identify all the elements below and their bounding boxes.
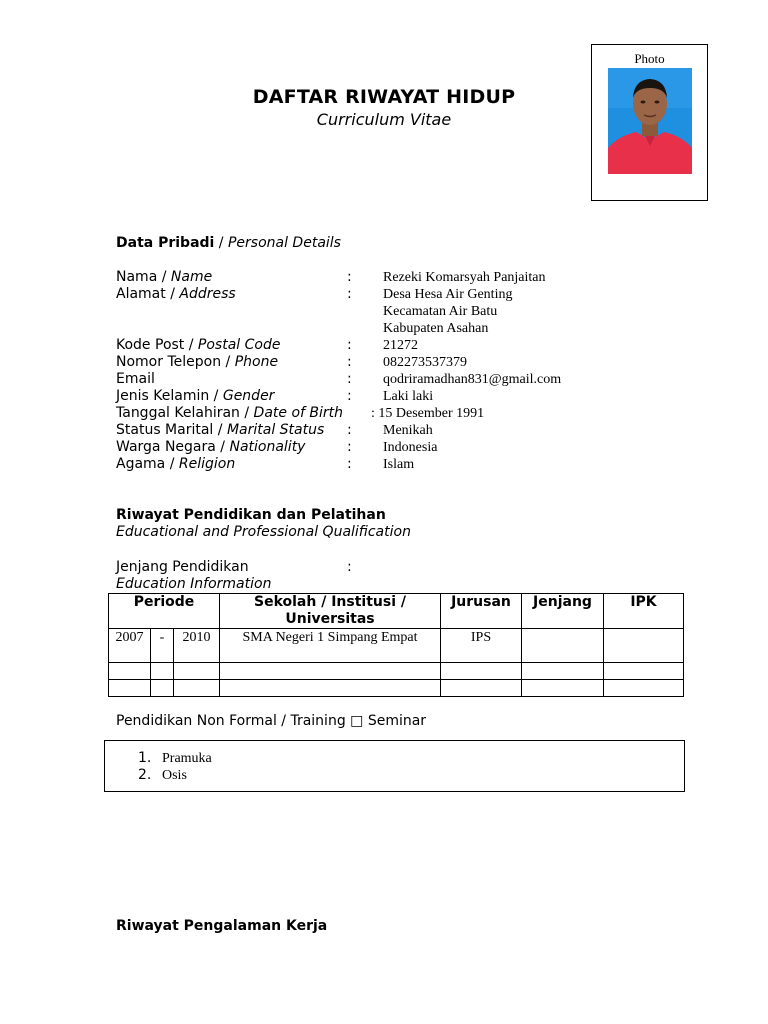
table-cell-major bbox=[441, 663, 522, 680]
detail-value: 21272 bbox=[383, 338, 418, 353]
col-header-jenjang: Jenjang bbox=[522, 594, 604, 629]
detail-value: Indonesia bbox=[383, 440, 438, 455]
detail-colon: : bbox=[347, 337, 352, 353]
detail-label-en: Nationality bbox=[229, 439, 306, 455]
table-cell-major: IPS bbox=[441, 629, 522, 663]
detail-label bbox=[116, 388, 274, 405]
detail-label-id: Warga Negara / bbox=[116, 439, 230, 455]
table-cell-to: 2010 bbox=[174, 629, 220, 663]
detail-label-id: Nama / bbox=[116, 269, 171, 285]
table-cell-from: 2007 bbox=[109, 629, 151, 663]
table-cell-school bbox=[220, 663, 441, 680]
detail-label-id: Jenis Kelamin / bbox=[116, 388, 223, 404]
education-level-colon: : bbox=[347, 559, 352, 575]
detail-colon: : bbox=[347, 422, 352, 438]
detail-colon: : bbox=[347, 439, 352, 455]
list-item-text: Pramuka bbox=[162, 751, 212, 766]
detail-value: qodriramadhan831@gmail.com bbox=[383, 372, 562, 387]
col-header-periode: Periode bbox=[109, 594, 220, 629]
detail-label-en: Name bbox=[170, 269, 213, 285]
table-cell-gpa bbox=[604, 680, 684, 697]
detail-label bbox=[116, 337, 280, 354]
table-cell-from bbox=[109, 680, 151, 697]
detail-colon: : bbox=[347, 354, 352, 370]
col-header-sekolah: Sekolah / Institusi / Universitas bbox=[220, 594, 441, 629]
table-cell-to bbox=[174, 680, 220, 697]
detail-label-id: Alamat / bbox=[116, 286, 180, 302]
nonformal-heading: Pendidikan Non Formal / Training □ Seminar bbox=[116, 713, 427, 729]
detail-label-en: Gender bbox=[222, 388, 275, 404]
table-cell-school bbox=[220, 680, 441, 697]
photo-label: Photo bbox=[634, 51, 665, 66]
detail-label bbox=[116, 354, 278, 371]
list-item bbox=[138, 748, 212, 765]
detail-label bbox=[116, 439, 305, 456]
detail-label bbox=[116, 269, 212, 286]
table-row bbox=[109, 680, 684, 697]
detail-value: Kecamatan Air Batu bbox=[383, 304, 498, 319]
detail-label bbox=[116, 456, 235, 473]
education-level-label: Jenjang Pendidikan bbox=[116, 559, 249, 575]
detail-label bbox=[116, 286, 236, 303]
table-cell-gpa bbox=[604, 629, 684, 663]
personal-heading bbox=[116, 235, 341, 251]
list-item-text: Osis bbox=[162, 768, 187, 783]
table-cell-level bbox=[522, 629, 604, 663]
table-cell-gpa bbox=[604, 663, 684, 680]
education-table bbox=[108, 593, 684, 697]
nonformal-list bbox=[138, 748, 212, 782]
table-cell-level bbox=[522, 663, 604, 680]
detail-label-id: Tanggal Kelahiran / bbox=[116, 405, 254, 421]
page-title: DAFTAR RIWAYAT HIDUP bbox=[252, 86, 516, 108]
table-cell-level bbox=[522, 680, 604, 697]
detail-colon: : bbox=[347, 269, 352, 285]
detail-label-en: Marital Status bbox=[226, 422, 325, 438]
table-row bbox=[109, 663, 684, 680]
detail-label-en: Address bbox=[179, 286, 236, 302]
col-header-ipk: IPK bbox=[604, 594, 684, 629]
detail-colon: : bbox=[347, 456, 352, 472]
table-cell-major bbox=[441, 680, 522, 697]
detail-label-id: Agama / bbox=[116, 456, 179, 472]
education-level-label-en: Education Information bbox=[116, 576, 272, 592]
detail-value: Rezeki Komarsyah Panjaitan bbox=[383, 270, 546, 285]
list-item bbox=[138, 765, 212, 782]
table-cell-dash: - bbox=[151, 629, 174, 663]
detail-label bbox=[116, 371, 155, 388]
education-heading: Riwayat Pendidikan dan Pelatihan bbox=[116, 507, 386, 523]
detail-label bbox=[116, 422, 324, 439]
list-item-number: 2. bbox=[138, 767, 152, 783]
detail-label-id: Kode Post / bbox=[116, 337, 198, 353]
detail-label-en: Date of Birth bbox=[253, 405, 344, 421]
detail-label-id: Nomor Telepon / bbox=[116, 354, 235, 370]
detail-label bbox=[116, 405, 343, 422]
detail-label-en: Religion bbox=[178, 456, 236, 472]
detail-value: Menikah bbox=[383, 423, 433, 438]
detail-value: : 15 Desember 1991 bbox=[371, 406, 485, 421]
detail-value: 082273537379 bbox=[383, 355, 467, 370]
table-row bbox=[109, 629, 684, 663]
detail-colon: : bbox=[347, 388, 352, 404]
detail-label-id: Email bbox=[116, 371, 155, 387]
table-cell-dash bbox=[151, 680, 174, 697]
table-header-row bbox=[109, 594, 684, 629]
col-header-jurusan: Jurusan bbox=[441, 594, 522, 629]
personal-heading-en: Personal Details bbox=[227, 235, 341, 251]
page-subtitle: Curriculum Vitae bbox=[316, 110, 452, 129]
detail-value: Kabupaten Asahan bbox=[383, 321, 489, 336]
table-cell-to bbox=[174, 663, 220, 680]
detail-colon: : bbox=[347, 286, 352, 302]
detail-colon: : bbox=[347, 371, 352, 387]
table-cell-from bbox=[109, 663, 151, 680]
education-heading-en: Educational and Professional Qualification bbox=[116, 524, 411, 540]
detail-value: Islam bbox=[383, 457, 415, 472]
table-cell-school: SMA Negeri 1 Simpang Empat bbox=[220, 629, 441, 663]
detail-label-en: Phone bbox=[234, 354, 279, 370]
personal-heading-sep: / bbox=[214, 235, 228, 251]
personal-heading-id: Data Pribadi bbox=[116, 235, 215, 251]
list-item-number: 1. bbox=[138, 750, 152, 766]
detail-label-en: Postal Code bbox=[197, 337, 281, 353]
detail-label-id: Status Marital / bbox=[116, 422, 227, 438]
detail-value: Laki laki bbox=[383, 389, 434, 404]
table-cell-dash bbox=[151, 663, 174, 680]
detail-value: Desa Hesa Air Genting bbox=[383, 287, 513, 302]
work-heading: Riwayat Pengalaman Kerja bbox=[116, 918, 328, 934]
